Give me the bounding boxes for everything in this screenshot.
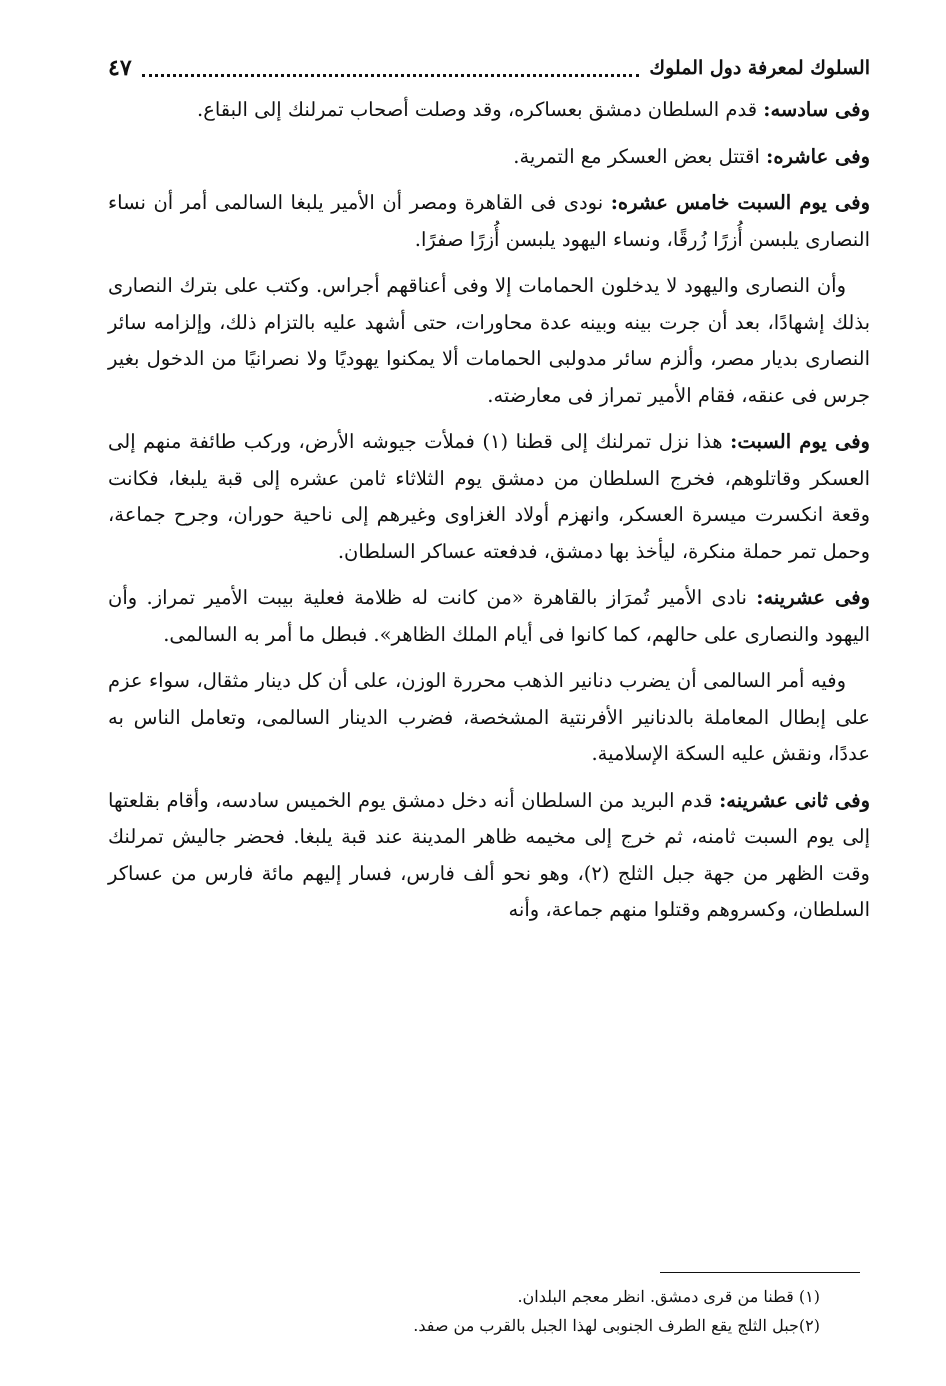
- paragraph: [108, 185, 870, 258]
- page-number: ٤٧: [108, 55, 132, 81]
- running-header: [108, 48, 870, 88]
- paragraph: [108, 92, 870, 129]
- paragraph: [108, 580, 870, 653]
- footnotes: [108, 1282, 820, 1340]
- paragraph-text: نادى الأمير تُمرَاز بالقاهرة «من كانت له ظلامة فعلية بيبت الأمير تمراز. وأن اليهود والنصارى على حالهم، كما كانوا فى أيام الملك الظاهر». فبطل ما أمر به السالمى.: [108, 586, 870, 646]
- main-text: [108, 92, 870, 939]
- paragraph: [108, 663, 870, 773]
- running-title: السلوك لمعرفة دول الملوك: [649, 57, 870, 79]
- paragraph-lead: وفى سادسه:: [763, 98, 870, 121]
- paragraph: [108, 268, 870, 414]
- paragraph: [108, 424, 870, 570]
- paragraph: [108, 783, 870, 929]
- paragraph-text: وفيه أمر السالمى أن يضرب دنانير الذهب محررة الوزن، على أن كل دينار مثقال، سواء عزم على إبطال المعاملة بالدنانير الأفرنتية المشخصة، فضرب الدينار السالمى، وتعامل الناس به عددًا، ونقش عليه السكة الإسلامية.: [108, 669, 870, 765]
- footnote: (١) قطنا من قرى دمشق. انظر معجم البلدان.: [517, 1287, 820, 1306]
- paragraph: [108, 139, 870, 176]
- footnote-divider: [660, 1272, 860, 1273]
- paragraph-text: اقتتل بعض العسكر مع التمرية.: [513, 144, 767, 168]
- paragraph-lead: وفى عاشره:: [766, 144, 870, 168]
- paragraph-lead: وفى يوم السبت خامس عشره:: [610, 191, 871, 214]
- paragraph-text: وأن النصارى واليهود لا يدخلون الحمامات إلا وفى أعناقهم أجراس. وكتب على بترك النصارى بذلك إشهادًا، بعد أن جرت بينه وبينه عدة محاورات، حتى أشهد عليه بالتزام ذلك، وإلزامه سائر النصارى بديار مصر، وألزم سائر مدولبى الحمامات ألا يمكنوا يهوديًا ولا نصرانيًا من الدخول بغير جرس فى عنقه، فقام الأمير تمراز فى معارضته.: [108, 274, 870, 407]
- paragraph-text: نودى فى القاهرة ومصر أن الأمير يلبغا السالمى أمر أن نساء النصارى يلبسن أُزرًا زُرقًا، ونساء اليهود يلبسن أُزرًا صفرًا.: [108, 191, 870, 251]
- paragraph-text: قدم البريد من السلطان أنه دخل دمشق يوم الخميس سادسه، وأقام بقلعتها إلى يوم السبت ثامنه، ثم خرج إلى مخيمه ظاهر المدينة عند قبة يلبغا. فحضر جاليش تمرلنك وقت الظهر من جهة جبل الثلج (٢)، وهو نحو ألف فارس، فسار إليهم مائة فارس من عساكر السلطان، وكسروهم وقتلوا منهم جماعة، وأنه: [108, 788, 870, 921]
- leader-dots: [142, 60, 640, 77]
- paragraph-text: قدم السلطان دمشق بعساكره، وقد وصلت أصحاب تمرلنك إلى البقاع.: [197, 98, 764, 121]
- paragraph-lead: وفى ثانى عشرينه:: [719, 788, 871, 812]
- paragraph-lead: وفى يوم السبت:: [730, 430, 870, 453]
- paragraph-lead: وفى عشرينه:: [756, 586, 870, 609]
- paragraph-text: هذا نزل تمرلنك إلى قطنا (١) فملأت جيوشه الأرض، وركب طائفة منهم إلى العسكر وقاتلوهم، فخرج السلطان من دمشق يوم الثلاثاء ثامن عشره إلى قبة يلبغا، فكانت وقعة انكسرت ميسرة العسكر، وانهزم أولاد الغزاوى وغيرهم إلى ناحية حوران، وجرح جماعة، وحمل تمر حملة منكرة، ليأخذ بها دمشق، فدفعته عساكر السلطان.: [108, 430, 870, 563]
- footnote: (٢)جبل الثلج يقع الطرف الجنوبى لهذا الجبل بالقرب من صفد.: [413, 1316, 820, 1335]
